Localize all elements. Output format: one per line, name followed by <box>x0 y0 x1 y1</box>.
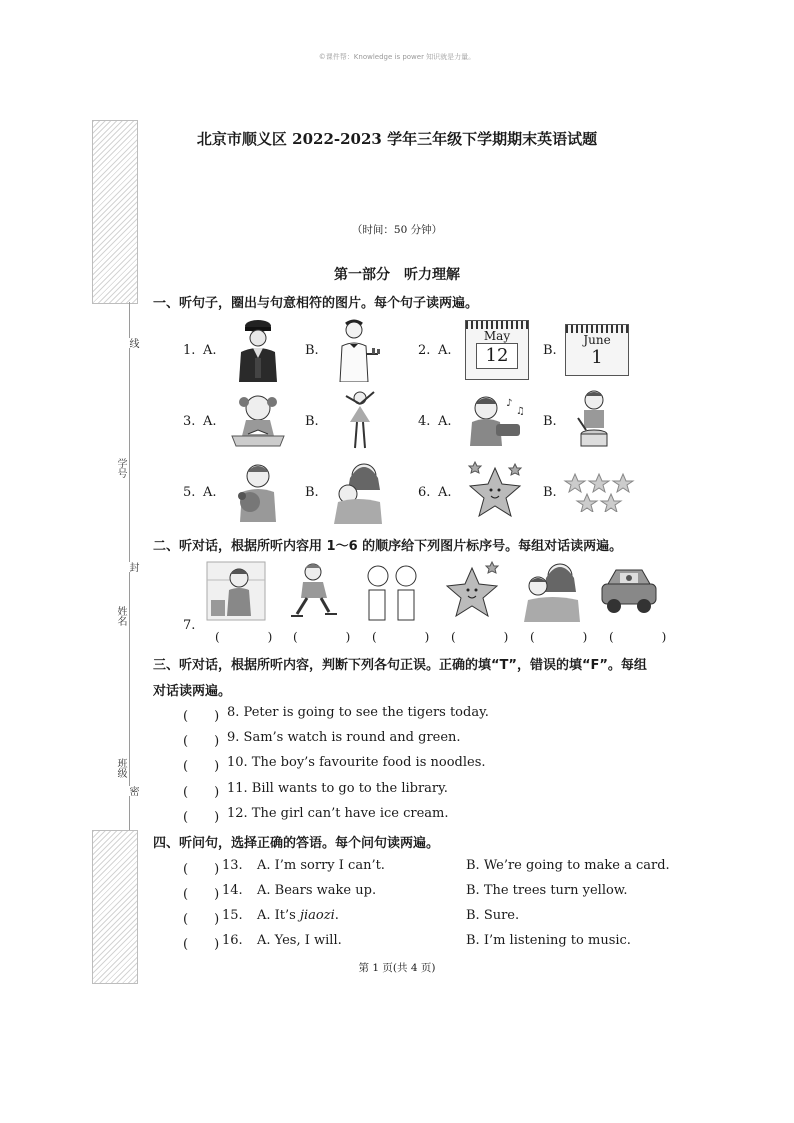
q2-number: 2. <box>418 343 431 358</box>
svg-text:♫: ♫ <box>516 406 525 417</box>
watermark: ©课件帮：Knowledge is power 知识就是力量。 <box>318 53 476 61</box>
girl-in-kitchen-image <box>205 560 267 622</box>
q5-number: 5. <box>183 485 196 500</box>
q1-number: 1. <box>183 343 196 358</box>
q15-option-a[interactable] <box>257 908 339 923</box>
q11-text: 11. Bill wants to go to the library. <box>227 781 448 796</box>
q12-paren[interactable]: ( ) <box>183 810 220 825</box>
q7-blank-4[interactable]: ( ) <box>451 630 517 644</box>
q4-number: 4. <box>418 414 431 429</box>
q7-blank-3[interactable]: ( ) <box>372 630 438 644</box>
girl-hugging-puppy-image <box>228 460 286 524</box>
margin-label-name: 姓名 <box>115 606 126 626</box>
q6-option-b: B. <box>543 485 557 500</box>
q15-paren[interactable]: ( ) <box>183 912 220 927</box>
q14-paren[interactable]: ( ) <box>183 887 220 902</box>
q8-text: 8. Peter is going to see the tigers today. <box>227 705 489 720</box>
section3-heading-line1: 三、听对话，根据所听内容，判断下列各句正误。正确的填“T”，错误的填“F”。每组 <box>153 658 647 673</box>
exam-duration: （时间：50 分钟） <box>351 224 443 236</box>
calendar-b-month: June <box>583 333 611 347</box>
q7-blank-2[interactable]: ( ) <box>293 630 359 644</box>
q7-blank-1[interactable]: ( ) <box>215 630 281 644</box>
q8-paren[interactable]: ( ) <box>183 709 220 724</box>
q4-option-b: B. <box>543 414 557 429</box>
q15-option-b[interactable]: B. Sure. <box>466 908 520 923</box>
q13-number: 13. <box>222 858 243 873</box>
calendar-b-day: 1 <box>591 347 603 368</box>
mother-hugging-child-image <box>330 460 386 524</box>
q14-option-b[interactable]: B. The trees turn yellow. <box>466 883 628 898</box>
section3-heading-line2: 对话读两遍。 <box>153 684 232 699</box>
boy-listening-music-image <box>462 390 528 448</box>
q3-option-a: A. <box>203 414 217 429</box>
section2-heading: 二、听对话，根据所听内容用 1～6 的顺序给下列图片标序号。每组对话读两遍。 <box>153 539 623 554</box>
q2-option-b: B. <box>543 343 557 358</box>
q15-option-a-prefix: A. It’s <box>257 908 300 923</box>
number-10-shapes-image <box>364 564 420 622</box>
girl-reading-image <box>228 390 288 448</box>
q16-option-a[interactable]: A. Yes, I will. <box>257 933 342 948</box>
q15-option-a-italic: jiaozi <box>299 908 335 923</box>
q13-paren[interactable]: ( ) <box>183 862 220 877</box>
calendar-june-1-image <box>565 324 629 376</box>
q14-option-a[interactable]: A. Bears wake up. <box>257 883 377 898</box>
margin-label-class: 班级 <box>115 758 126 778</box>
q10-text: 10. The boy’s favourite food is noodles. <box>227 755 486 770</box>
q13-option-b[interactable]: B. We’re going to make a card. <box>466 858 670 873</box>
margin-label-line: 线 <box>127 338 138 348</box>
q7-blank-6[interactable]: ( ) <box>609 630 675 644</box>
q5-option-b: B. <box>305 485 319 500</box>
q13-option-a[interactable]: A. I’m sorry I can’t. <box>257 858 385 873</box>
document-title: 北京市顺义区 2022-2023 学年三年级下学期期末英语试题 <box>196 130 598 148</box>
small-stars-image <box>563 470 635 512</box>
q15-number: 15. <box>222 908 243 923</box>
q6-number: 6. <box>418 485 431 500</box>
margin-label-seal2: 密 <box>127 786 138 796</box>
svg-text:♪: ♪ <box>506 398 513 409</box>
section4-heading: 四、听问句，选择正确的答语。每个问句读两遍。 <box>153 836 440 851</box>
q1-option-b: B. <box>305 343 319 358</box>
q3-number: 3. <box>183 414 196 429</box>
q16-paren[interactable]: ( ) <box>183 937 220 952</box>
calendar-a-month: May <box>483 329 511 343</box>
q6-option-a: A. <box>438 485 452 500</box>
big-star-image <box>465 460 527 524</box>
q15-option-a-suffix: . <box>334 908 339 923</box>
girl-dancing-image <box>340 388 380 452</box>
q9-paren[interactable]: ( ) <box>183 734 220 749</box>
margin-label-seal: 封 <box>127 562 138 572</box>
police-officer-image <box>233 318 283 382</box>
q16-option-b[interactable]: B. I’m listening to music. <box>466 933 631 948</box>
q9-text: 9. Sam’s watch is round and green. <box>227 730 461 745</box>
page-footer: 第 1 页(共 4 页) <box>358 962 436 974</box>
car-image <box>598 562 660 620</box>
star-image <box>442 560 504 622</box>
boy-skating-image <box>283 560 345 622</box>
q7-number: 7. <box>183 618 196 633</box>
q16-number: 16. <box>222 933 243 948</box>
q11-paren[interactable]: ( ) <box>183 785 220 800</box>
q4-option-a: A. <box>438 414 452 429</box>
q7-blank-5[interactable]: ( ) <box>530 630 596 644</box>
q2-option-a: A. <box>438 343 452 358</box>
q5-option-a: A. <box>203 485 217 500</box>
boy-drumming-image <box>568 388 620 452</box>
q14-number: 14. <box>222 883 243 898</box>
calendar-may-12-image <box>465 320 529 380</box>
waiter-image <box>330 318 386 382</box>
mother-and-son-image <box>520 560 582 622</box>
q10-paren[interactable]: ( ) <box>183 759 220 774</box>
part-title: 第一部分 听力理解 <box>334 267 460 283</box>
q1-option-a: A. <box>203 343 217 358</box>
section1-heading: 一、听句子，圈出与句意相符的图片。每个句子读两遍。 <box>153 296 479 311</box>
calendar-a-day: 12 <box>476 343 518 369</box>
margin-label-student-no: 学号 <box>115 458 126 478</box>
q3-option-b: B. <box>305 414 319 429</box>
q12-text: 12. The girl can’t have ice cream. <box>227 806 449 821</box>
